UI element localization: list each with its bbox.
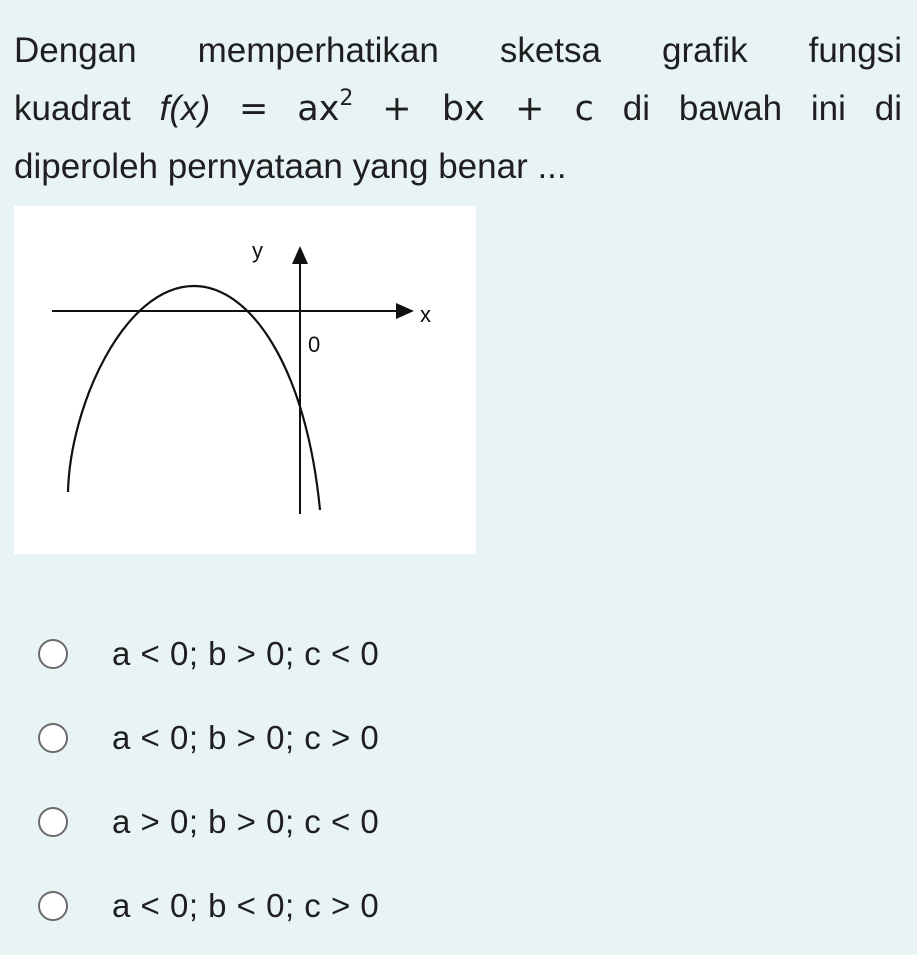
y-axis-label: y xyxy=(252,238,263,263)
question-text xyxy=(14,22,902,196)
formula-rest: + bx + c xyxy=(382,89,594,129)
radio-button[interactable] xyxy=(38,723,68,753)
answer-option-2[interactable] xyxy=(38,696,878,780)
formula-exponent: 2 xyxy=(339,86,354,112)
answer-option-3[interactable] xyxy=(38,780,878,864)
formula-equals: = xyxy=(239,89,269,129)
formula-ax: ax xyxy=(297,89,340,129)
formula-fx: f(x) xyxy=(159,89,211,128)
answer-option-1[interactable] xyxy=(38,612,878,696)
question-line-2-suffix: di bawah ini di xyxy=(622,89,903,128)
radio-button[interactable] xyxy=(38,891,68,921)
formula-ax2 xyxy=(297,86,354,129)
x-axis-label: x xyxy=(420,302,431,327)
answer-option-label: a < 0; b < 0; c > 0 xyxy=(112,887,380,924)
origin-label: 0 xyxy=(308,332,321,357)
answer-option-label: a < 0; b > 0; c > 0 xyxy=(112,719,380,756)
question-line-2 xyxy=(14,80,902,138)
question-word-kuadrat: kuadrat xyxy=(14,89,131,128)
parabola-graph xyxy=(14,206,476,554)
question-line-3: diperoleh pernyataan yang benar ... xyxy=(14,147,567,186)
answer-option-label: a < 0; b > 0; c < 0 xyxy=(112,635,380,672)
radio-button[interactable] xyxy=(38,807,68,837)
radio-button[interactable] xyxy=(38,639,68,669)
parabola-curve xyxy=(68,286,320,510)
answer-option-4[interactable] xyxy=(38,864,878,948)
answer-options xyxy=(38,612,878,948)
question-line-1: Dengan memperhatikan sketsa grafik fungsi xyxy=(14,31,902,70)
parabola-sketch xyxy=(14,206,476,554)
answer-option-label: a > 0; b > 0; c < 0 xyxy=(112,803,380,840)
